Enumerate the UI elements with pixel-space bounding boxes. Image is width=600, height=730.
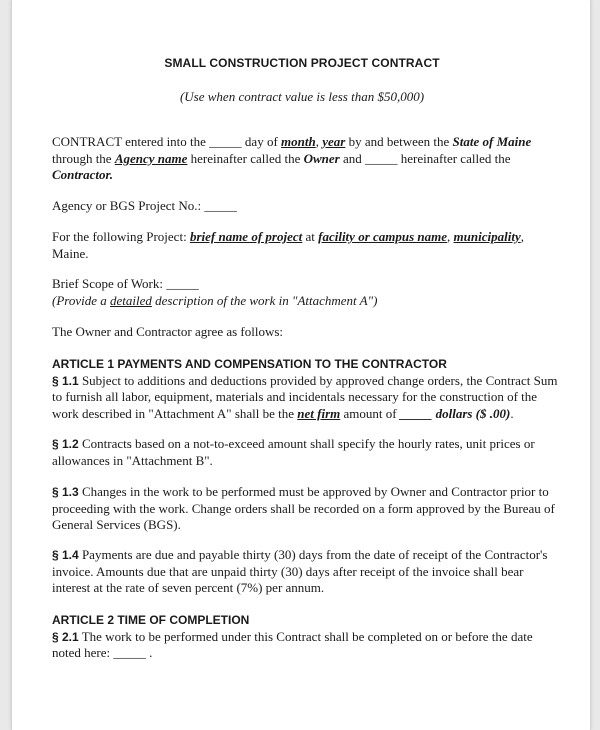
agency-name-field: Agency name (114, 150, 188, 166)
project-text: , (447, 229, 454, 244)
contractor-term: Contractor. (52, 167, 114, 182)
section-text: . (510, 405, 514, 421)
state-name: State of Maine (452, 134, 532, 149)
section-1-3-number: § 1.3 (52, 485, 79, 499)
agency-project-no: Agency or BGS Project No.: _____ (52, 198, 237, 213)
section-text: The work to be performed under this Contract shall be completed on or before the date (78, 628, 533, 644)
section-text: work described in "Attachment A" shall be the (52, 405, 298, 421)
project-text: , (520, 229, 524, 244)
document-subtitle: (Use when contract value is less than $50,000) (179, 89, 425, 104)
section-text: proceeding with the work. Change orders shall be recorded on a form approved by the Bureau of (52, 500, 555, 516)
document-page (11, 0, 591, 730)
section-text: interest at the rate of seven percent (7%) per annum. (52, 580, 325, 595)
intro-text: hereinafter called the (187, 150, 304, 166)
intro-text: by and between the (345, 134, 453, 149)
project-paragraph (52, 229, 562, 262)
document-title: SMALL CONSTRUCTION PROJECT CONTRACT (164, 56, 440, 70)
section-text: to furnish all labor, equipment, materials and incidentals necessary for the construction of the (52, 389, 538, 404)
intro-text: CONTRACT entered into the _____ day of (52, 134, 282, 149)
section-text: Contracts based on a not-to-exceed amount shall specify the hourly rates, unit prices or (78, 436, 535, 451)
scope-note: (Provide a (52, 292, 110, 308)
agreement-statement: The Owner and Contractor agree as follows: (52, 324, 284, 339)
section-text: amount of (340, 405, 400, 421)
scope-note: description of the work in "Attachment A") (151, 292, 378, 308)
section-1-2 (52, 436, 562, 469)
section-text: Changes in the work to be performed must be approved by Owner and Contractor prior to (78, 484, 549, 499)
section-1-1-number: § 1.1 (52, 373, 79, 388)
contract-intro-paragraph (52, 134, 562, 184)
completion-date-line: noted here: _____ . (52, 645, 153, 660)
section-1-2-number: § 1.2 (52, 437, 79, 451)
article-2 (52, 612, 562, 662)
year-field: year (322, 134, 346, 149)
intro-text: and _____ hereinafter called the (339, 150, 511, 166)
net-firm-term: net firm (297, 405, 341, 421)
project-label: For the following Project: (52, 229, 190, 244)
section-2-1-number: § 2.1 (52, 629, 79, 644)
project-text: at (302, 229, 319, 244)
section-1-3 (52, 484, 562, 534)
scope-note-detailed: detailed (110, 292, 152, 308)
section-text: invoice. Amounts due that are unpaid thirty (30) days after receipt of the invoice shall bear (52, 563, 524, 579)
owner-term: Owner (303, 150, 340, 166)
article-1-heading: ARTICLE 1 PAYMENTS AND COMPENSATION TO THE CONTRACTOR (52, 357, 447, 371)
scope-paragraph (52, 276, 562, 309)
intro-text: , (315, 134, 323, 149)
section-1-4 (52, 547, 562, 597)
section-text: allowances in "Attachment B". (52, 452, 213, 468)
facility-field: facility or campus name (318, 229, 448, 244)
article-2-heading: ARTICLE 2 TIME OF COMPLETION (52, 613, 250, 627)
section-1-4-number: § 1.4 (52, 548, 79, 562)
project-state: Maine. (52, 245, 89, 261)
municipality-field: municipality (453, 229, 521, 244)
contract-amount-field: _____ dollars ($ .00) (399, 405, 511, 421)
month-field: month (281, 134, 316, 149)
section-text: General Services (BGS). (52, 517, 181, 532)
article-1 (52, 356, 562, 422)
project-name-field: brief name of project (189, 229, 303, 244)
section-text: Subject to additions and deductions provided by approved change orders, the Contract Sum (78, 372, 558, 388)
scope-label: Brief Scope of Work: _____ (52, 276, 199, 291)
section-text: Payments are due and payable thirty (30) days from the date of receipt of the Contractor's (78, 547, 548, 562)
intro-text: through the (52, 150, 115, 166)
